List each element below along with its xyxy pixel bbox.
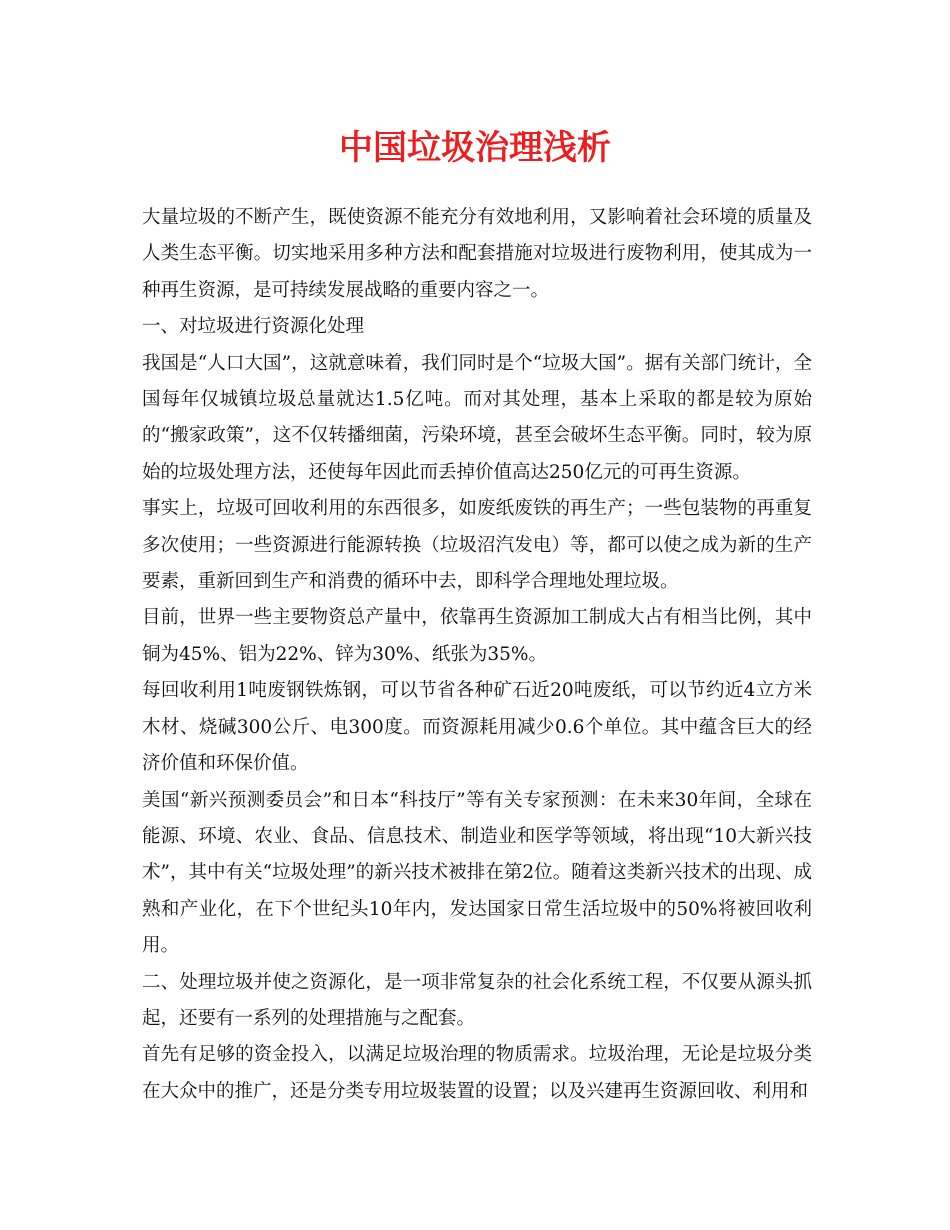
- paragraph-steel-recycling: 每回收利用1吨废钢铁炼钢，可以节省各种矿石近20吨废纸，可以节约近4立方米木材、烧碱300公斤、电300度。而资源耗用减少0.6个单位。其中蕴含巨大的经济价值和环保价值。: [142, 680, 812, 775]
- document-body: [142, 200, 812, 1110]
- section-heading-2: 二、处理垃圾并使之资源化，是一项非常复杂的社会化系统工程，不仅要从源头抓起，还要有一系列的处理措施与之配套。: [142, 971, 812, 1029]
- document-title: 中国垃圾治理浅析: [339, 128, 611, 168]
- paragraph-world-materials: 目前，世界一些主要物资总产量中，依靠再生资源加工制成大占有相当比例，其中铜为45%、铝为22%、锌为30%、纸张为35%。: [142, 607, 812, 665]
- paragraph-garbage-country: 我国是“人口大国”，这就意味着，我们同时是个“垃圾大国”。据有关部门统计，全国每年仅城镇垃圾总量就达1.5亿吨。而对其处理，基本上采取的都是较为原始的“搬家政策”，这不仅转播细菌，污染环境，甚至会破坏生态平衡。同时，较为原始的垃圾处理方法，还使每年因此而丢掉价值高达250亿元的可再生资源。: [142, 352, 812, 483]
- paragraph-expert-forecast: 美国“新兴预测委员会”和日本“科技厅”等有关专家预测：在未来30年间，全球在能源、环境、农业、食品、信息技术、制造业和医学等领域，将出现“10大新兴技术”，其中有关“垃圾处理”的新兴技术被排在第2位。随着这类新兴技术的出现、成熟和产业化，在下个世纪头10年内，发达国家日常生活垃圾中的50%将被回收利用。: [142, 789, 812, 957]
- paragraph-funding: 首先有足够的资金投入，以满足垃圾治理的物质需求。垃圾治理，无论是垃圾分类在大众中的推广，还是分类专用垃圾装置的设置；以及兴建再生资源回收、利用和: [142, 1044, 812, 1102]
- paragraph-intro: 大量垃圾的不断产生，既使资源不能充分有效地利用，又影响着社会环境的质量及人类生态平衡。切实地采用多种方法和配套措施对垃圾进行废物利用，使其成为一种再生资源，是可持续发展战略的重要内容之一。: [142, 207, 812, 301]
- section-heading-1: 一、对垃圾进行资源化处理: [142, 316, 365, 338]
- paragraph-recyclables: 事实上，垃圾可回收利用的东西很多，如废纸废铁的再生产；一些包装物的再重复多次使用；一些资源进行能源转换（垃圾沼汽发电）等，都可以使之成为新的生产要素，重新回到生产和消费的循环中去，即科学合理地处理垃圾。: [142, 498, 812, 593]
